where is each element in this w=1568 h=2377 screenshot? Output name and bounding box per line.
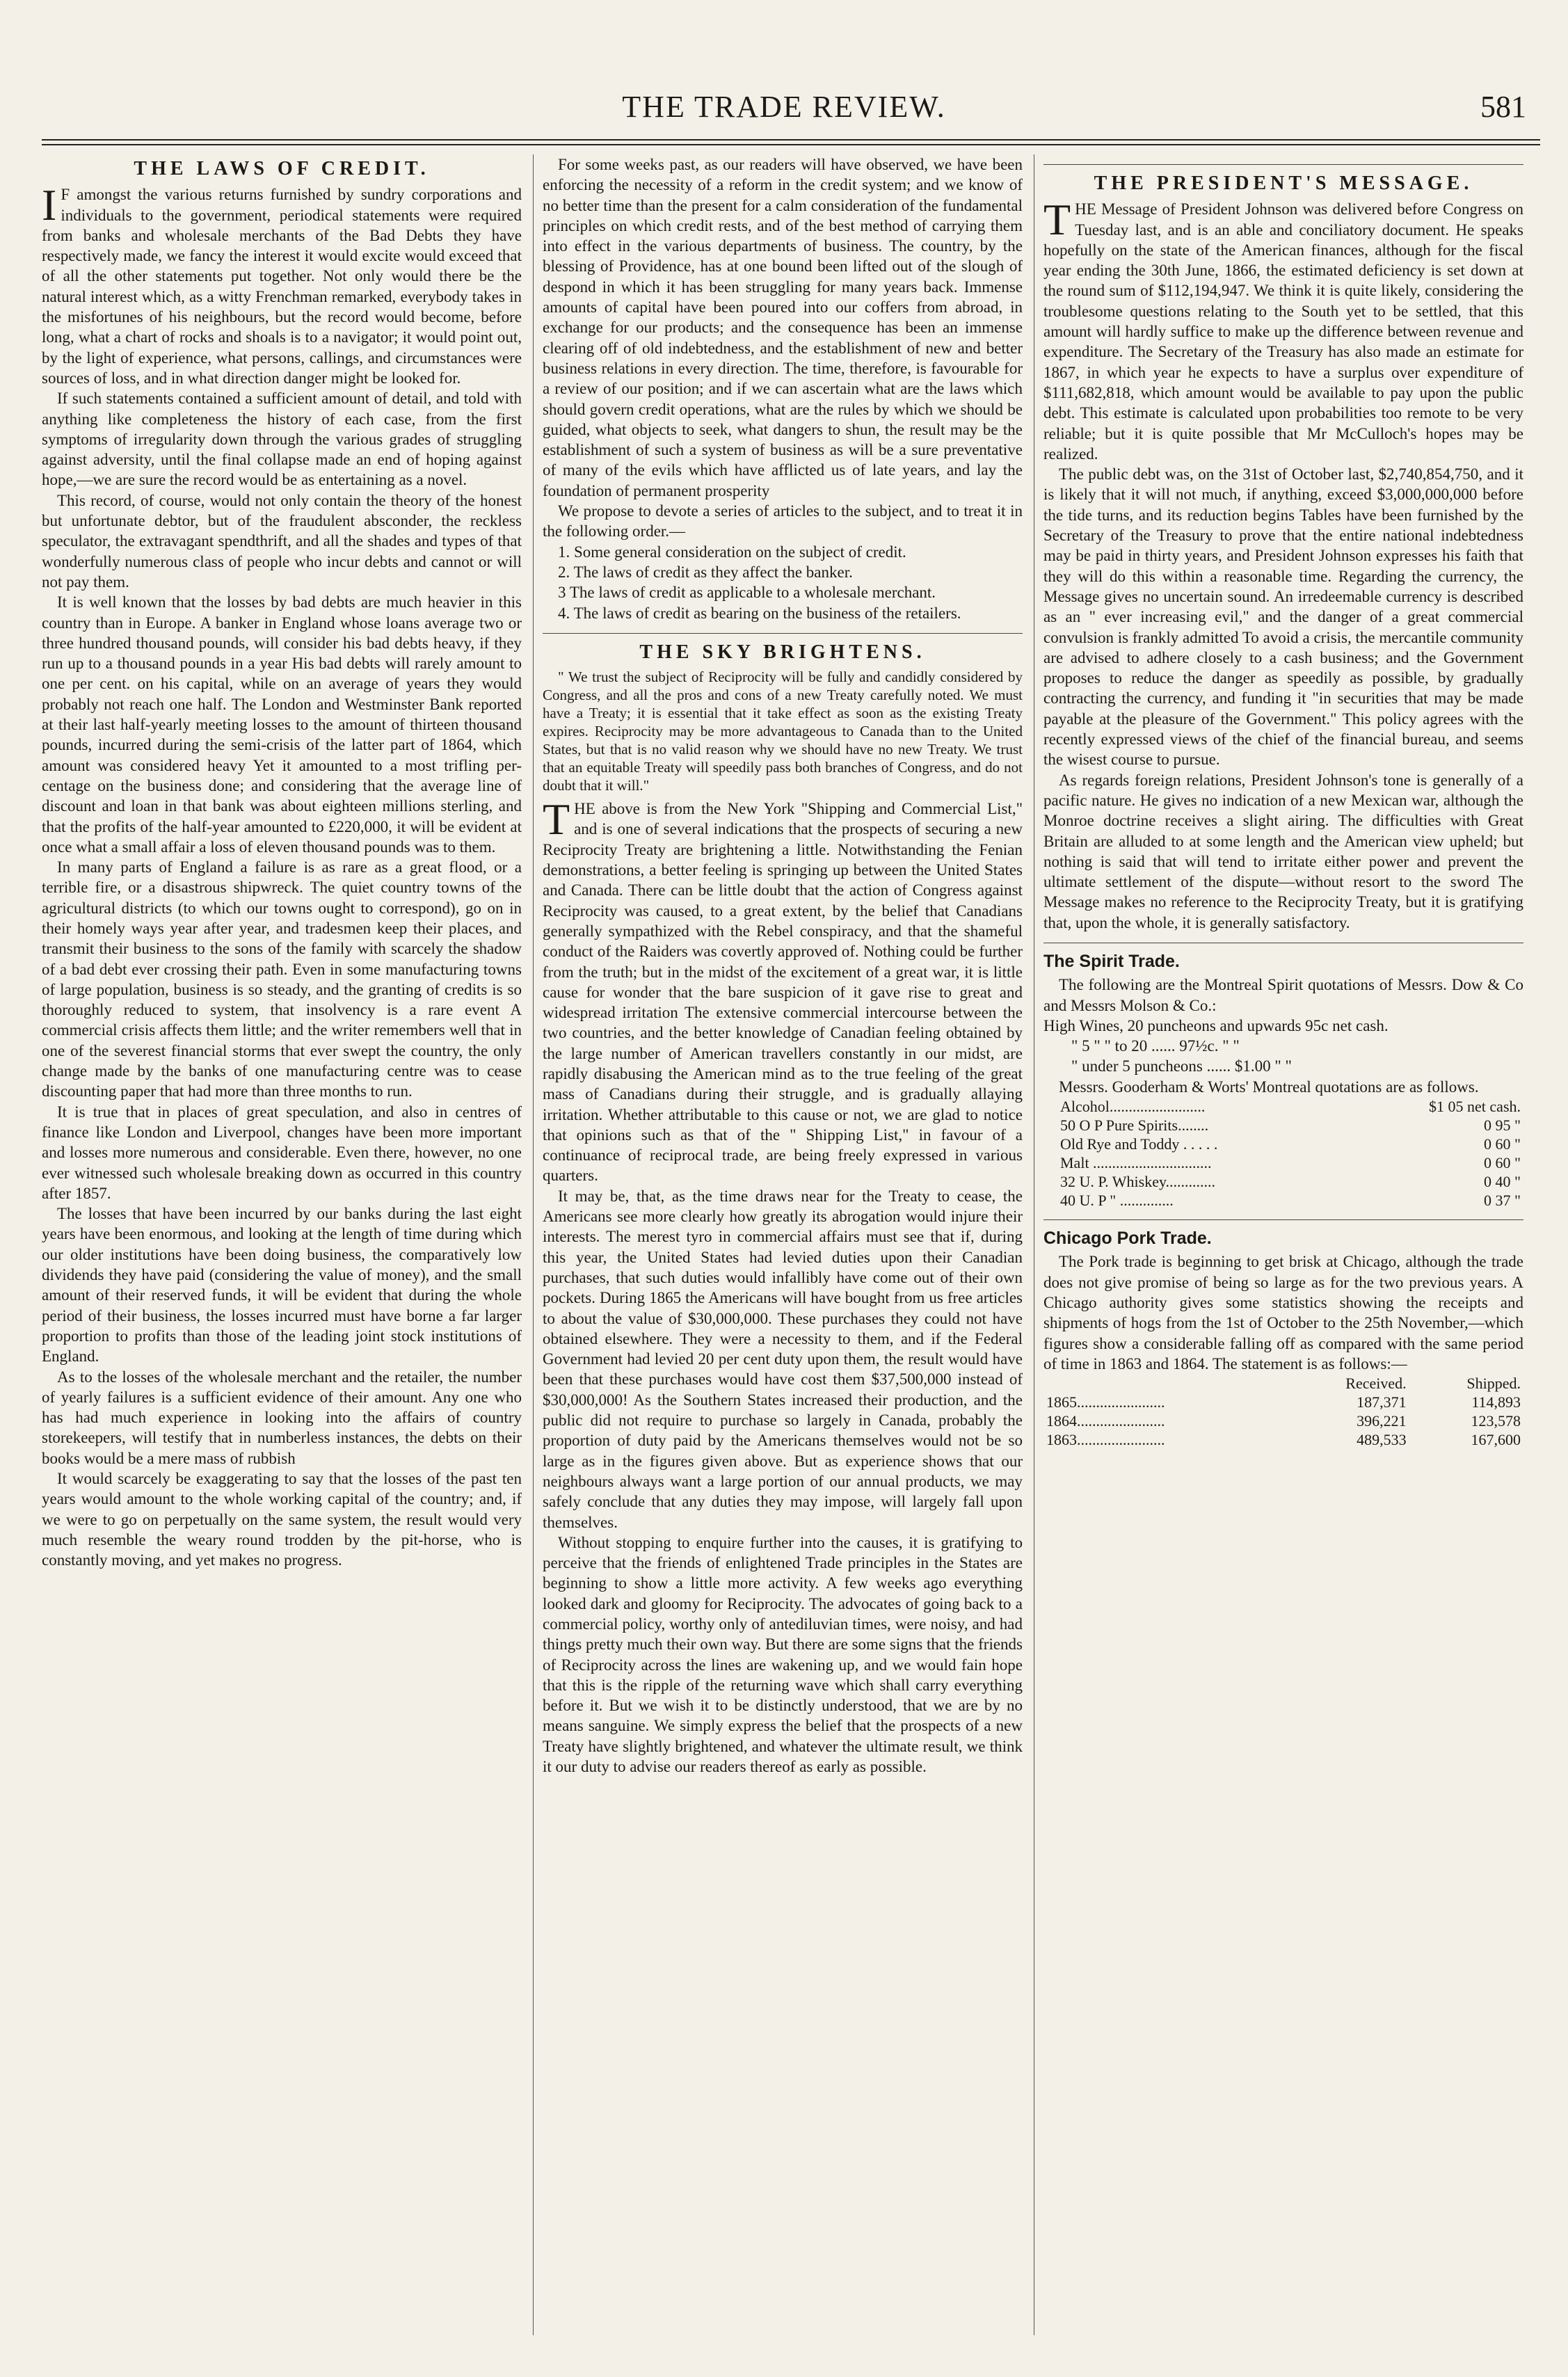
presidents-message-paragraph: The public debt was, on the 31st of October last, $2,740,854,750, and it is likely that it will not much, if anything, exceed $3,000,000,000 before the tide turns, and its reduction begins Tables have been furnished by the Secretary of the Treasury to prove that the entire national indebtedness may be paid in thirty years, and President Johnson expresses his faith that they will do this within a reasonable time. Regarding the currency, the Message gives no uncertain sound. An irredeemable currency is described as an " ever increasing evil," and the danger of a great commercial convulsion is frankly admitted To avoid a crisis, the mercantile community are advised to adhere closely to a cash business; and the Government proposes to reduce the danger as speedily as possible, by gradually contracting the currency, and funding it "in securities that may be made payable at the pleasure of the Government." This policy agrees with the recently expressed views of the chief of the financial bureau, and seems the wisest course to pursue. — [1043, 465, 1523, 769]
column-header — [1043, 1374, 1282, 1393]
presidents-message-paragraph: As regards foreign relations, President Johnson's tone is generally of a pacific nature. He gives no indication of a new Mexican war, although the Monroe doctrine receives a slight airing. The difficulties with Great Britain are alluded to at some length and the American view upheld; but nothing is said that will tend to irritate either power and prevent the ultimate settlement of the dispute—without resort to the sword The Message makes no reference to the Reciprocity Treaty, but it is gratifying that, upon the whole, it is generally satisfactory. — [1043, 771, 1523, 931]
presidents-message-paragraph — [1043, 195, 1523, 464]
paragraph-text: HE Message of President Johnson was delivered before Congress on Tuesday last, and is an able and conciliatory document. He speaks hopefully on the state of the American finances, although for the fiscal year ending the 30th June, 1866, the estimated deficiency is set down at the round sum of $112,194,947. We think it is quite likely, considering the troublesome questions relating to the South yet to be settled, that this amount will hardly suffice to make up the difference between revenue and expenditure. The Secretary of the Treasury has also made an estimate for 1867, in which year he expects to have a surplus over expenditure of $111,682,818, which amount would be available to pay upon the public debt. This estimate is calculated upon probabilities too remote to be very reliable; but it is quite possible that Mr McCulloch's hopes may be realized. — [1043, 200, 1523, 463]
list-item: 2. The laws of credit as they affect the banker. — [558, 563, 853, 581]
table-row — [1043, 1153, 1523, 1172]
drop-cap: I — [42, 180, 57, 230]
section-rule — [1043, 164, 1523, 165]
section-rule — [1043, 1219, 1523, 1220]
table-cell: 32 U. P. Whiskey............. — [1060, 1173, 1216, 1191]
column-2 — [543, 154, 1023, 2335]
head-rule-top — [42, 139, 1540, 141]
table-cell: Malt ............................... — [1060, 1154, 1212, 1172]
table-cell: Old Rye and Toddy . . . . . — [1060, 1135, 1218, 1153]
laws-of-credit-paragraph: We propose to devote a series of articles to the subject, and to treat it in the following order.— — [543, 502, 1023, 541]
table-row — [1043, 1393, 1523, 1411]
column-header: Received. — [1345, 1375, 1407, 1393]
table-cell: 489,533 — [1357, 1431, 1407, 1449]
table-cell: 187,371 — [1357, 1393, 1407, 1411]
sky-brightens-paragraph — [543, 794, 1023, 1186]
gooderham-intro: Messrs. Gooderham & Worts' Montreal quotations are as follows. — [1059, 1078, 1479, 1096]
paragraph-text: HE above is from the New York "Shipping and Commercial List," and is one of several indications that the prospects of securing a new Reciprocity Treaty are brightening a little. Notwithstanding the Fenian demonstrations, a better feeling is springing up between the United States and Canada. There can be little doubt that the action of Congress against Reciprocity was caused, to a great extent, by the belief that Canadians generally sympathized with the Rebel conspiracy, and that the shameful conduct of the Raiders was covertly approved of. Nothing could be further from the truth; but in the midst of the excitement of a great war, it is little cause for wonder that the bare suspicion of it gave rise to great and widespread irritation The extensive commercial intercourse between the two countries, and the better knowledge of Canadian feeling obtained by the large number of American travellers constantly in our midst, are rapidly disabusing the American mind as to the true feeling of the great mass of Canadians during their struggle, and is gradually allaying irritation. Whether attributable to this cause or not, we are glad to notice that opinions such as that of the " Shipping List," in favour of a continuance of reciprocal trade, are being freely expressed in various quarters. — [543, 800, 1023, 1185]
table-row — [1043, 1097, 1523, 1116]
sky-brightens-paragraph: It may be, that, as the time draws near for the Treaty to cease, the Americans see more clearly how greatly its abrogation would injure their interests. The merest tyro in commercial affairs must see that if, during this year, the United States had levied duties upon their Canadian purchases, that such duties would infallibly have come out of their own pockets. During 1865 the Americans will have bought from us free articles to about the value of $30,000,000. These purchases they could not have obtained elsewhere. They were a necessity to them, and if the Federal Government had levied 20 per cent duty upon them, the result would have been that these purchases would have cost them $37,500,000 instead of $30,000,000! As the Southern States increased their production, and the public did not require to purchase so largely in Canada, probably the proportion of duty paid by the Americans themselves would not be so large as in the figures given above. But as experience shows that our neighbours always want a large portion of our annual products, we may safely conclude that any duties they may impose, will largely fall upon themselves. — [543, 1187, 1023, 1531]
laws-of-credit-paragraph: The losses that have been incurred by our banks during the last eight years have been enormous, and looking at the length of time during which our older institutions have been doing business, the comparatively low dividends they have paid (considering the value of money), and the small amount of their reserved funds, it will be evident that during the whole period of their business, the losses incurred must have borne a far larger proportion to profits than those of the leading joint stock institutions of England. — [42, 1205, 522, 1366]
list-item: 4. The laws of credit as bearing on the business of the retailers. — [558, 604, 961, 622]
chicago-pork-heading: Chicago Pork Trade. — [1043, 1228, 1212, 1249]
table-cell: 1865....................... — [1046, 1393, 1165, 1411]
chicago-pork-paragraph: The Pork trade is beginning to get brisk at Chicago, although the trade does not give promise of being so large as for the two previous years. A Chicago authority gives some statistics showing the receipts and shipments of hogs from the 1st of October to the 25th November,—which figures show a considerable falling off as compared with the same period of time in 1863 and 1864. The statement is as follows:— — [1043, 1253, 1523, 1372]
column-header: Shipped. — [1466, 1375, 1521, 1393]
table-row — [1043, 1172, 1523, 1191]
spirit-quote-line: " 5 " " to 20 ...... 97½c. " " — [1071, 1037, 1240, 1055]
head-rule-bottom — [42, 144, 1540, 145]
table-row — [1043, 1135, 1523, 1153]
laws-of-credit-paragraph — [42, 180, 522, 388]
table-cell: 0 37 " — [1484, 1192, 1521, 1210]
list-item: 1. Some general consideration on the subject of credit. — [558, 543, 906, 561]
table-cell: 0 60 " — [1484, 1135, 1521, 1153]
running-head — [28, 89, 1540, 131]
laws-of-credit-paragraph: If such statements contained a sufficient amount of detail, and told with anything like completeness the history of each case, from the first symptoms of irregularity down through the various grades of struggling against adversity, until the final collapse made an end of hoping against hope,—we are sure the record would be as entertaining as a novel. — [42, 390, 522, 489]
sky-brightens-paragraph: Without stopping to enquire further into the causes, it is gratifying to perceive that the friends of enlightened Trade principles in the States are beginning to show a little more activity. A few weeks ago everything looked dark and gloomy for Reciprocity. The advocates of going back to a commercial policy, worthy only of antediluvian times, were noisy, and had things pretty much their own way. But there are some signs that the friends of Reciprocity across the lines are wakening up, and we would fain hope that this is the ripple of the returning wave which shall carry everything before it. But we wish it to be distinctly understood, that we are by no means sanguine. We simply express the belief that the prospects of a new Treaty have slightly brightened, and whatever the ultimate result, we think it our duty to advise our readers thereof as early as possible. — [543, 1533, 1023, 1776]
table-cell: 0 60 " — [1484, 1154, 1521, 1172]
pork-statistics-table — [1043, 1374, 1523, 1449]
laws-of-credit-paragraph: It is true that in places of great speculation, and also in centres of finance like London and Liverpool, changes have been more important and losses more numerous and considerable. Even there, however, no one ever witnessed such wholesale breaking down as occurred in this country after 1857. — [42, 1103, 522, 1202]
presidents-message-heading: THE PRESIDENT'S MESSAGE. — [1094, 173, 1473, 194]
table-cell: 50 O P Pure Spirits........ — [1060, 1117, 1209, 1135]
list-item: 3 The laws of credit as applicable to a wholesale merchant. — [558, 584, 936, 602]
table-cell: Alcohol......................... — [1060, 1098, 1206, 1116]
table-row — [1043, 1411, 1523, 1430]
table-cell: 40 U. P " .............. — [1060, 1192, 1174, 1210]
table-row — [1043, 1116, 1523, 1135]
spirit-trade-heading: The Spirit Trade. — [1043, 951, 1180, 971]
laws-of-credit-paragraph: In many parts of England a failure is as rare as a great flood, or a terrible fire, or a disastrous shipwreck. The quiet country towns of the agricultural districts (to which our towns ought to correspond), go on in their homely ways year after year, and tradesmen keep their places, and transmit their business to the sons of the family with scarcely the shadow of a bad debt ever crossing their path. Even in some manufacturing towns of large population, business is so steady, and the granting of credits is so thoroughly reduced to system, that insolvency is a rare event A commercial crisis affects them little; and the writer remembers well that in one of the severest financial storms that ever swept the country, the only change made by the banks of one manufacturing centre was to cease discounting paper that had more than three months to run. — [42, 858, 522, 1101]
running-title: THE TRADE REVIEW. — [622, 90, 946, 124]
table-cell: 114,893 — [1471, 1393, 1521, 1411]
laws-of-credit-heading: THE LAWS OF CREDIT. — [134, 158, 430, 179]
table-cell: 1864....................... — [1046, 1412, 1165, 1430]
table-cell: $1 05 net cash. — [1429, 1098, 1521, 1116]
table-cell: 123,578 — [1471, 1412, 1521, 1430]
paragraph-text: F amongst the various returns furnished by sundry corporations and individuals to the government, periodical statements were required from banks and wholesale merchants of the Bad Debts they have respectively made, we fancy the interest it would excite would exceed that of all the other statements put together. Not only would there be the natural interest which, as a witty Frenchman remarked, everybody takes in the misfortunes of his neighbours, but the record would become, before long, what a chart of rocks and shoals is to a navigator; it would point out, by the light of experience, what persons, callings, and circumstances were sources of loss, and in what direction danger might be looked for. — [42, 186, 522, 387]
drop-cap: T — [543, 794, 570, 845]
drop-cap: T — [1043, 195, 1071, 245]
table-header-row — [1043, 1374, 1523, 1393]
spirit-quotations-table — [1043, 1097, 1523, 1210]
quoted-extract: " We trust the subject of Reciprocity will be fully and candidly considered by Congress, and all the pros and cons of a new Treaty carefully noted. We must have a Treaty; it is essential that it take effect as soon as the existing Treaty expires. Reciprocity may be more advantageous to Canada than to the United States, but that is no valid reason why we should have no new Treaty. We trust that an equitable Treaty will speedily pass both branches of Congress, and do not doubt that it will." — [543, 669, 1023, 794]
laws-of-credit-paragraph: It is well known that the losses by bad debts are much heavier in this country than in Europe. A banker in England whose loans average two or three hundred thousand pounds, will consider his bad debts heavy, if they run up to a thousand pounds in a year His bad debts will rarely amount to one per cent. on his capital, while on an average of years they would probably not reach one half. The London and Westminster Bank reported at their last half-yearly meeting losses to the amount of thirteen thousand pounds, incurred during the semi-crisis of the latter part of 1864, which amount was considered heavy Yet it amounted to a most trifling per-centage on the business done; and considering that the average line of discount and loan in that bank was about eighteen millions sterling, and that the profits of the half-year amounted to £220,000, it will be evident at once what a small affair a loss of eleven thousand pounds was to them. — [42, 593, 522, 856]
spirit-quote-line: High Wines, 20 puncheons and upwards 95c net cash. — [1043, 1016, 1389, 1034]
table-cell: 396,221 — [1357, 1412, 1407, 1430]
laws-of-credit-paragraph: For some weeks past, as our readers will have observed, we have been enforcing the necessity of a reform in the credit system; and we know of no better time than the present for a calm consideration of the fundamental principles on which credit rests, and of the best method of carrying them into effect in the various departments of business. The country, by the blessing of Providence, has at one bound been lifted out of the slough of despond in which it has been struggling for many years back. Immense amounts of capital have been poured into our coffers from abroad, in exchange for our products; and the consequence has been an immense clearing off of old indebtedness, and the establishment of new and better business relations in every direction. The time, therefore, is favourable for a review of our position; and if we can ascertain what are the laws which should govern credit operations, what are the rules by which we should be guided, what objects to seek, what dangers to shun, the result may be the establishment of such a system of business as will be a sure preventative of many of the evils which have afflicted us of late years, and lay the foundation of permanent prosperity — [543, 156, 1023, 499]
table-cell: 0 95 " — [1484, 1117, 1521, 1135]
spirit-quote-line: " under 5 puncheons ...... $1.00 " " — [1071, 1057, 1292, 1075]
table-cell: 167,600 — [1471, 1431, 1521, 1449]
laws-of-credit-paragraph: This record, of course, would not only contain the theory of the honest but unfortunate debtor, but of the fraudulent absconder, the reckless speculator, the extravagant spendthrift, and all the shades and types of that wonderfully numerous class of people who incur debts and cannot or will not pay them. — [42, 491, 522, 591]
table-row — [1043, 1191, 1523, 1210]
laws-of-credit-paragraph: As to the losses of the wholesale merchant and the retailer, the number of yearly failures is a sufficient evidence of their amount. Any one who has had much experience in looking into the affairs of country storekeepers, will testify that in numberless instances, the debts on their books would be a mere mass of rubbish — [42, 1368, 522, 1467]
sky-brightens-heading: THE SKY BRIGHTENS. — [639, 641, 926, 663]
table-cell: 0 40 " — [1484, 1173, 1521, 1191]
page-number: 581 — [1480, 90, 1526, 124]
section-rule — [543, 633, 1023, 634]
column-divider-1 — [533, 154, 534, 2335]
spirit-trade-intro: The following are the Montreal Spirit quotations of Messrs. Dow & Co and Messrs Molson & Co.: — [1043, 976, 1523, 1014]
laws-of-credit-paragraph: It would scarcely be exaggerating to say that the losses of the past ten years would amount to the whole working capital of the country; and, if we were to go on perpetually on the same system, the result would very much resemble the weary round trodden by the pit-horse, who is constantly moving, and yet makes no progress. — [42, 1470, 522, 1569]
column-1 — [42, 154, 522, 2335]
table-row — [1043, 1430, 1523, 1449]
column-3 — [1043, 154, 1523, 2335]
table-cell: 1863....................... — [1046, 1431, 1165, 1449]
